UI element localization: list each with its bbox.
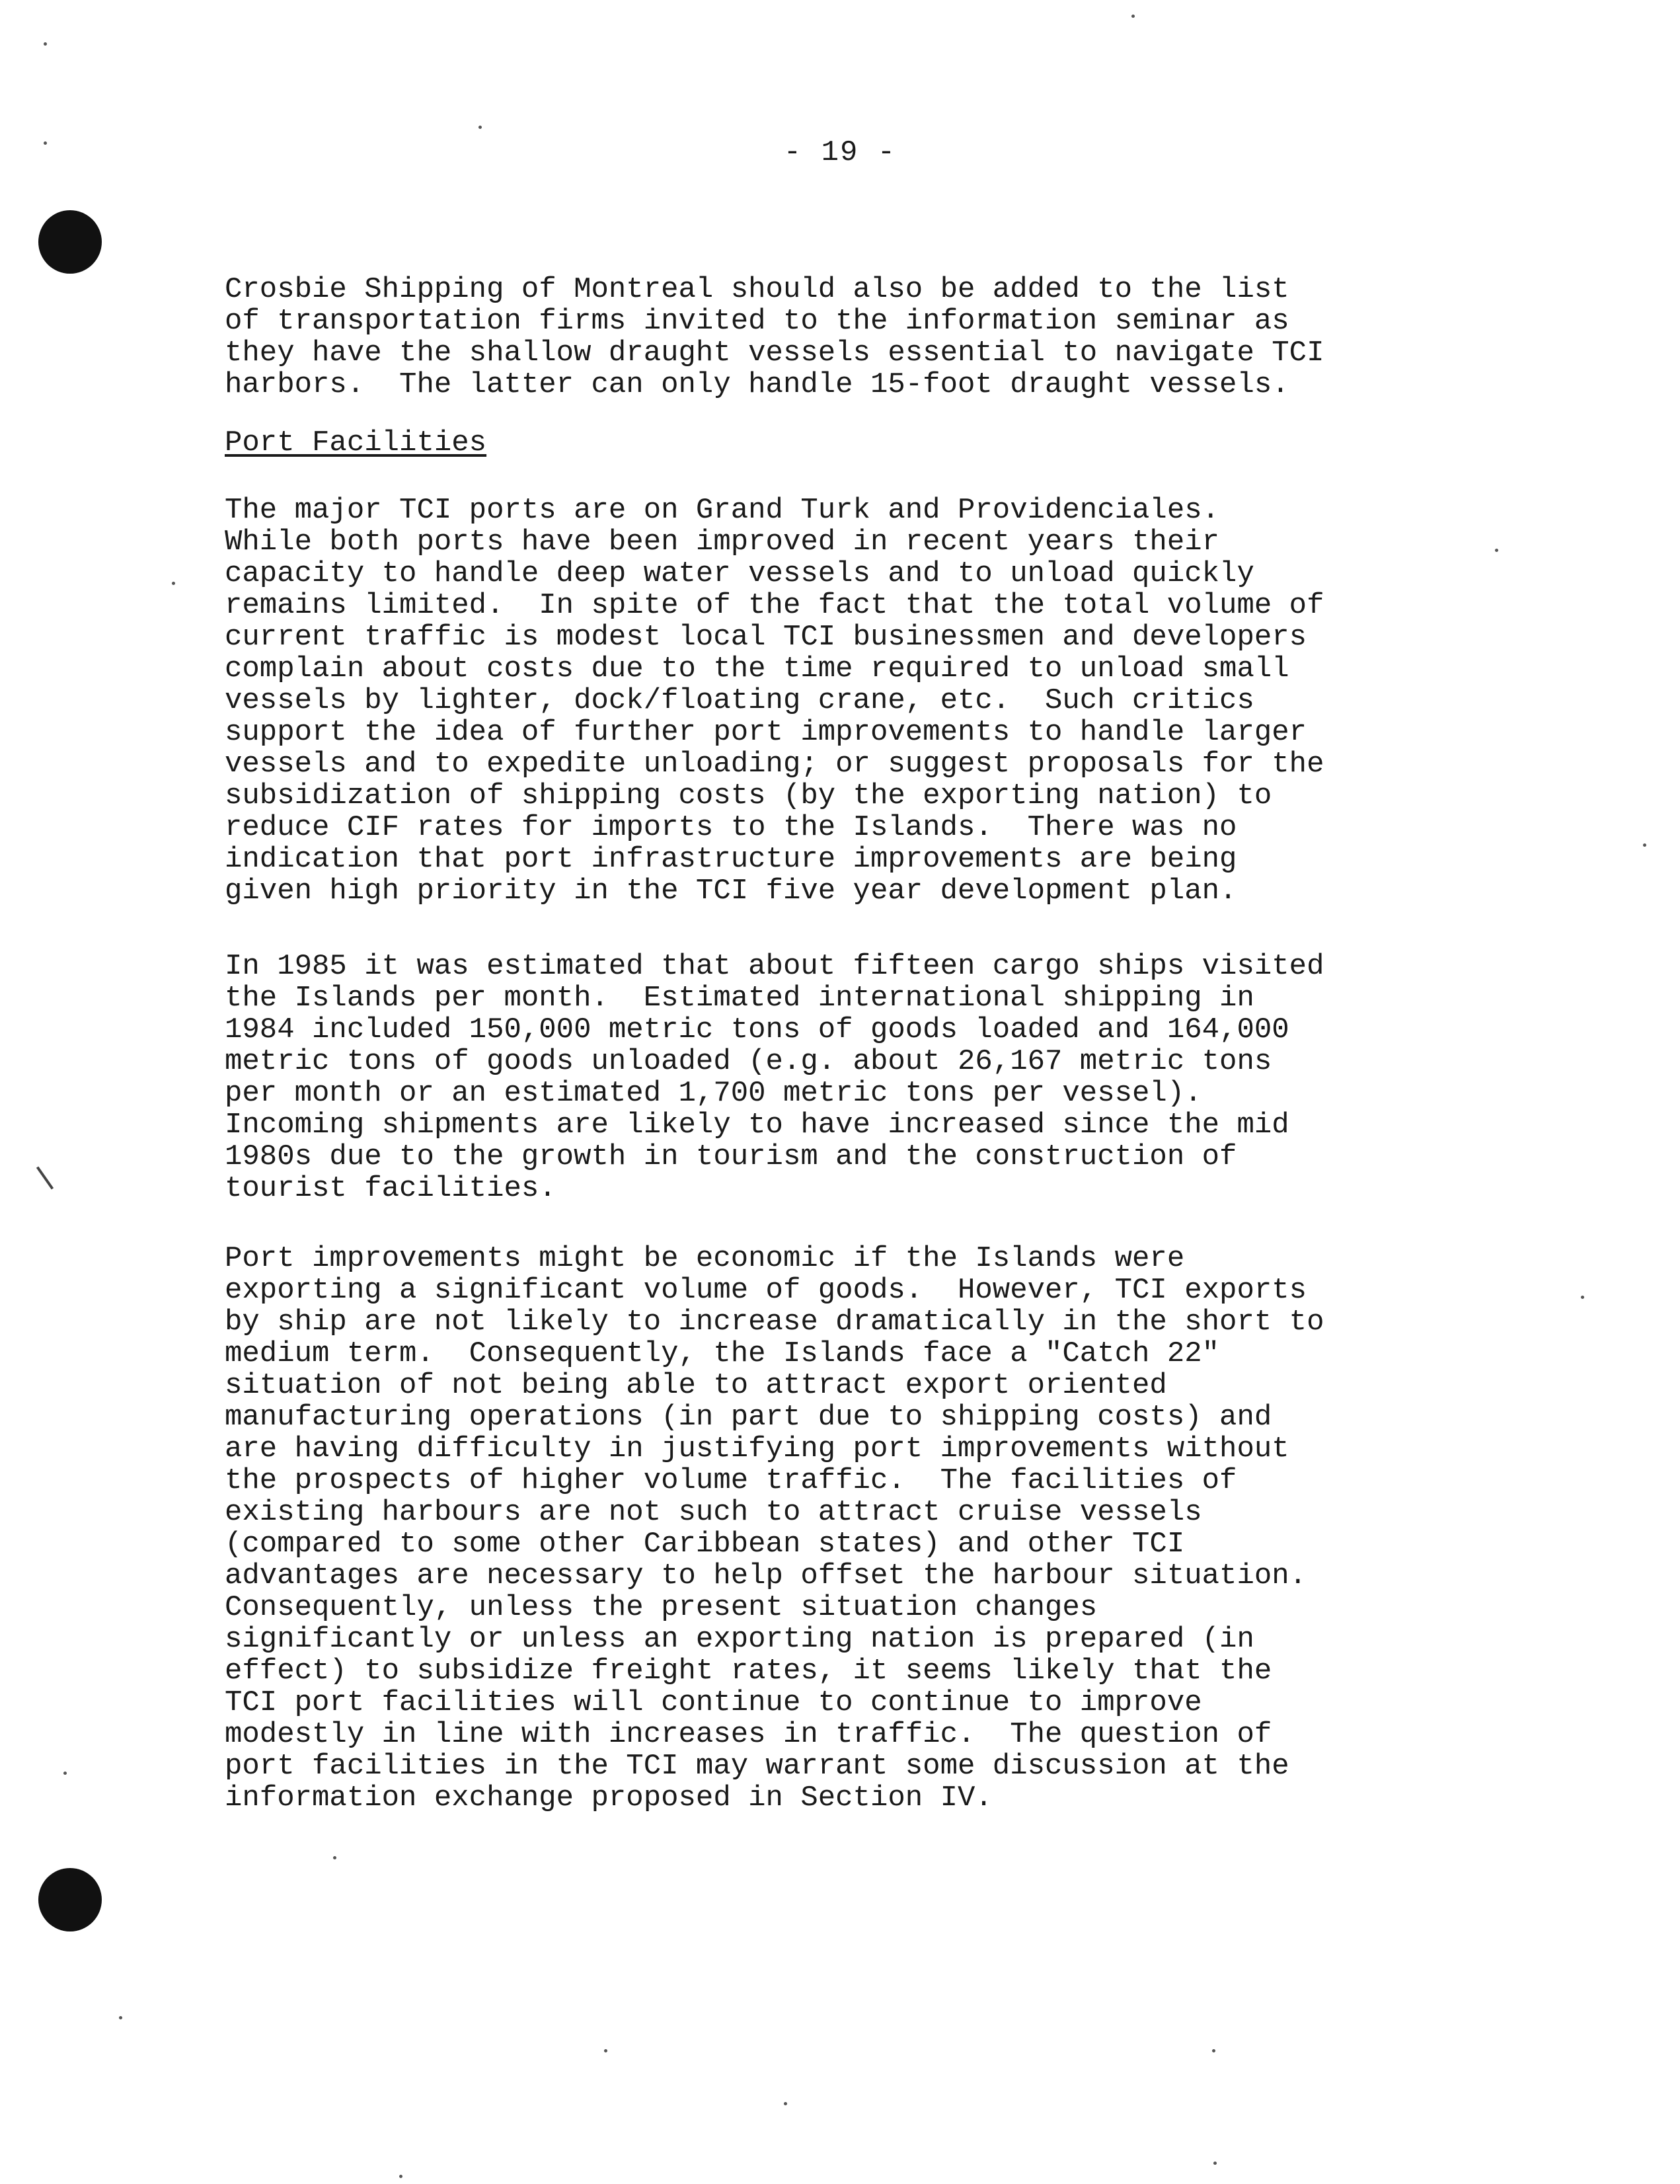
paragraph-port-improvements: Port improvements might be economic if the Islands were exporting a significant volume of goods. However, TCI exports by ship are not likely to increase dramatically in the short to medium term. Consequently, the Islands face a "Catch 22" situation of not being able to attract export oriented manufacturing operations (in part due to shipping costs) and are having difficulty in justifying port improvements without the prospects of higher volume traffic. The facilities of existing harbours are not such to attract cruise vessels (compared to some other Caribbean states) and other TCI advantages are necessary to help offset the harbour situation. Consequently, unless the present situation changes significantly or unless an exporting nation is prepared (in effect) to subsidize freight rates, it seems likely that the TCI port facilities will continue to continue to improve modestly in line with increases in traffic. The question of port facilities in the TCI may warrant some discussion at the information exchange proposed in Section IV. [225, 1242, 1324, 1814]
scan-speck [63, 1772, 67, 1775]
scan-speck [399, 2175, 402, 2178]
scan-speck [172, 582, 175, 585]
paragraph-major-ports: The major TCI ports are on Grand Turk and Providenciales. While both ports have been improved in recent years their capacity to handle deep water vessels and to unload quickly remains limited. In spite of the fact that the total volume of current traffic is modest local TCI businessmen and developers complain about costs due to the time required to unload small vessels by lighter, dock/floating crane, etc. Such critics support the idea of further port improvements to handle larger vessels and to expedite unloading; or suggest proposals for the subsidization of shipping costs (by the exporting nation) to reduce CIF rates for imports to the Islands. There was no indication that port infrastructure improvements are being given high priority in the TCI five year development plan. [225, 494, 1324, 908]
scan-speck [1131, 15, 1135, 18]
scan-mark [36, 1166, 54, 1189]
page-number: - 19 - [783, 136, 897, 169]
scan-speck [333, 1856, 336, 1859]
heading-text: Port Facilities [225, 426, 487, 459]
punch-hole-top [38, 210, 102, 274]
scan-speck [44, 141, 47, 145]
scan-speck [1643, 843, 1646, 847]
punch-hole-bottom [38, 1868, 102, 1931]
paragraph-shipping-volume: In 1985 it was estimated that about fifteen cargo ships visited the Islands per month. Estimated international shipping in 1984 included 150,000 metric tons of goods loaded and 164,000 metric tons of goods unloaded (e.g. about 26,167 metric tons per month or an estimated 1,700 metric tons per vessel). Incoming shipments are likely to have increased since the mid 1980s due to the growth in tourism and the construction of tourist facilities. [225, 950, 1324, 1205]
section-heading-port-facilities [225, 427, 1533, 459]
scan-speck [1212, 2049, 1215, 2052]
scan-speck [44, 42, 47, 46]
scan-speck [1213, 2162, 1217, 2165]
scan-speck [119, 2016, 122, 2019]
paragraph-intro: Crosbie Shipping of Montreal should also be added to the list of transportation firms invited to the information seminar as they have the shallow draught vessels essential to navigate TCI harbors. The latter can only handle 15-foot draught vessels. [225, 273, 1324, 401]
scan-speck [478, 126, 482, 129]
scan-speck [1581, 1296, 1584, 1299]
scan-speck [604, 2049, 607, 2052]
scan-speck [784, 2102, 787, 2105]
